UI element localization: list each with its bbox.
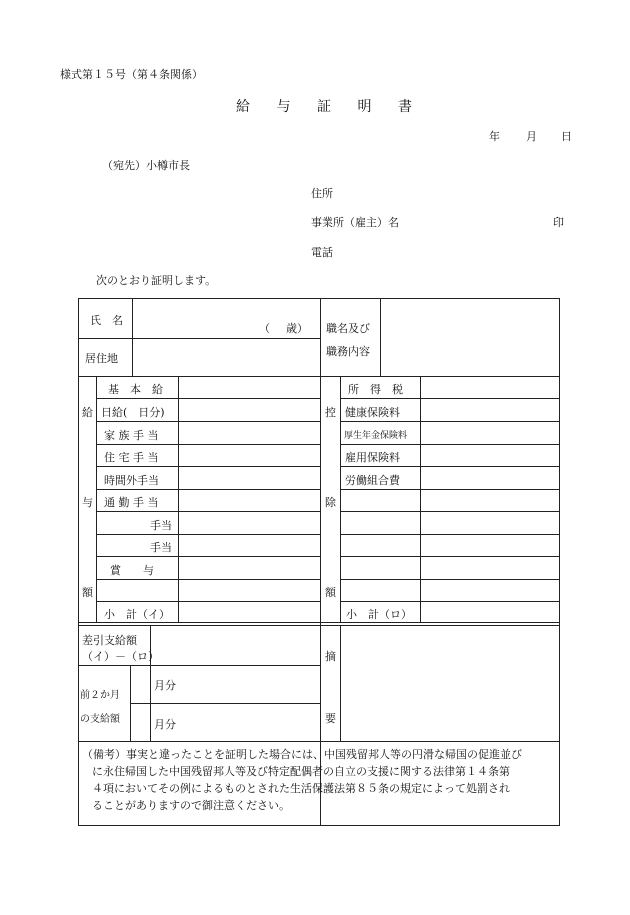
divider: [78, 665, 320, 666]
remarks-label: 摘: [325, 650, 336, 663]
salary-item-label: 時間外手当: [104, 474, 159, 487]
salary-item-label: 日給( 日分): [101, 406, 165, 419]
deduction-item-label: 所 得 税: [348, 383, 403, 396]
deduction-side-label: 除: [325, 496, 336, 509]
net-pay-formula: （イ）－（ロ）: [82, 650, 159, 663]
salary-side-label: 給: [82, 406, 93, 419]
title-char: 書: [398, 99, 412, 115]
salary-item-label: 手当: [150, 541, 172, 554]
note-line: ることがありますので御注意ください。: [92, 799, 290, 812]
prev-months-label: の支給額: [80, 714, 120, 725]
row-line: [340, 601, 560, 602]
title-char: 証: [317, 99, 331, 115]
note-line: に永住帰国した中国残留邦人等及び特定配偶者の自立の支援に関する法律第１４条第: [92, 765, 510, 778]
salary-side-label: 額: [82, 586, 93, 599]
subtotal-rule: [78, 622, 560, 623]
issuer-office-label: 事業所（雇主）名: [311, 216, 399, 229]
issuer-address-label: 住所: [311, 187, 333, 200]
residence-label: 居住地: [85, 352, 118, 365]
job-description-label: 職務内容: [326, 345, 370, 358]
divider: [78, 338, 320, 339]
salary-item-label: 家 族 手 当: [104, 429, 159, 442]
deduction-item-label: 健康保険料: [345, 406, 400, 419]
issuer-phone-label: 電話: [311, 246, 333, 259]
age-paren-open: （: [259, 322, 270, 335]
name-label: 氏 名: [90, 314, 123, 327]
row-line: [340, 398, 560, 399]
divider: [380, 298, 381, 376]
salary-item-label: 通 勤 手 当: [104, 496, 159, 509]
addressee: （宛先）小樽市長: [102, 159, 190, 172]
title-char: 明: [357, 99, 372, 115]
date-year-label: 年: [489, 130, 500, 143]
form-number: 様式第１５号（第４条関係）: [60, 68, 203, 81]
note-line: ４項においてその例によるものとされた生活保護法第８５条の規定によって処罰され: [92, 782, 510, 795]
title-char: 給: [236, 99, 250, 115]
seal-mark: 印: [553, 216, 564, 229]
row-line: [340, 556, 560, 557]
divider: [78, 376, 560, 377]
salary-item-label: 手当: [150, 519, 172, 532]
prev-months-label: 前２か月: [80, 690, 120, 701]
row-line: [96, 444, 320, 445]
divider: [340, 376, 341, 622]
row-line: [340, 511, 560, 512]
salary-side-label: 与: [82, 496, 93, 509]
age-suffix: 歳）: [286, 322, 308, 335]
divider: [96, 376, 97, 622]
deduction-item-label: 厚生年金保険料: [344, 431, 408, 441]
title-char: 与: [276, 99, 291, 115]
row-line: [340, 579, 560, 580]
row-line: [340, 421, 560, 422]
divider: [420, 376, 421, 622]
month-unit-label: 月分: [154, 718, 176, 731]
divider: [320, 298, 321, 376]
deduction-item-label: 労働組合費: [345, 474, 400, 487]
remarks-label: 要: [325, 712, 336, 725]
row-line: [96, 511, 320, 512]
divider: [178, 376, 179, 622]
net-pay-label: 差引支給額: [82, 634, 137, 647]
date-day-label: 日: [561, 130, 572, 143]
intro-text: 次のとおり証明します。: [96, 274, 217, 287]
salary-subtotal-label: 小 計（イ）: [104, 608, 170, 621]
job-title-label: 職名及び: [326, 322, 370, 335]
salary-item-label: 基 本 給: [108, 383, 163, 396]
divider: [132, 298, 133, 376]
salary-item-label: 住 宅 手 当: [104, 451, 159, 464]
note-line: （備考）事実と違ったことを証明した場合には、中国残留邦人等の円滑な帰国の促進並び: [82, 748, 522, 761]
row-line: [340, 489, 560, 490]
deduction-item-label: 雇用保険料: [345, 451, 400, 464]
divider: [130, 703, 320, 704]
row-line: [96, 398, 320, 399]
row-line: [96, 466, 320, 467]
divider: [340, 625, 341, 741]
divider: [78, 741, 560, 742]
row-line: [96, 421, 320, 422]
row-line: [96, 579, 320, 580]
row-line: [96, 489, 320, 490]
divider: [150, 625, 151, 741]
row-line: [340, 444, 560, 445]
row-line: [340, 466, 560, 467]
salary-item-label: 賞 与: [110, 564, 154, 577]
row-line: [96, 534, 320, 535]
deduction-side-label: 額: [325, 586, 336, 599]
row-line: [340, 534, 560, 535]
row-line: [96, 601, 320, 602]
date-month-label: 月: [526, 130, 537, 143]
month-unit-label: 月分: [154, 679, 176, 692]
row-line: [96, 556, 320, 557]
deduction-side-label: 控: [325, 406, 336, 419]
page-title: [236, 96, 412, 116]
deduction-subtotal-label: 小 計（ロ）: [346, 608, 412, 621]
